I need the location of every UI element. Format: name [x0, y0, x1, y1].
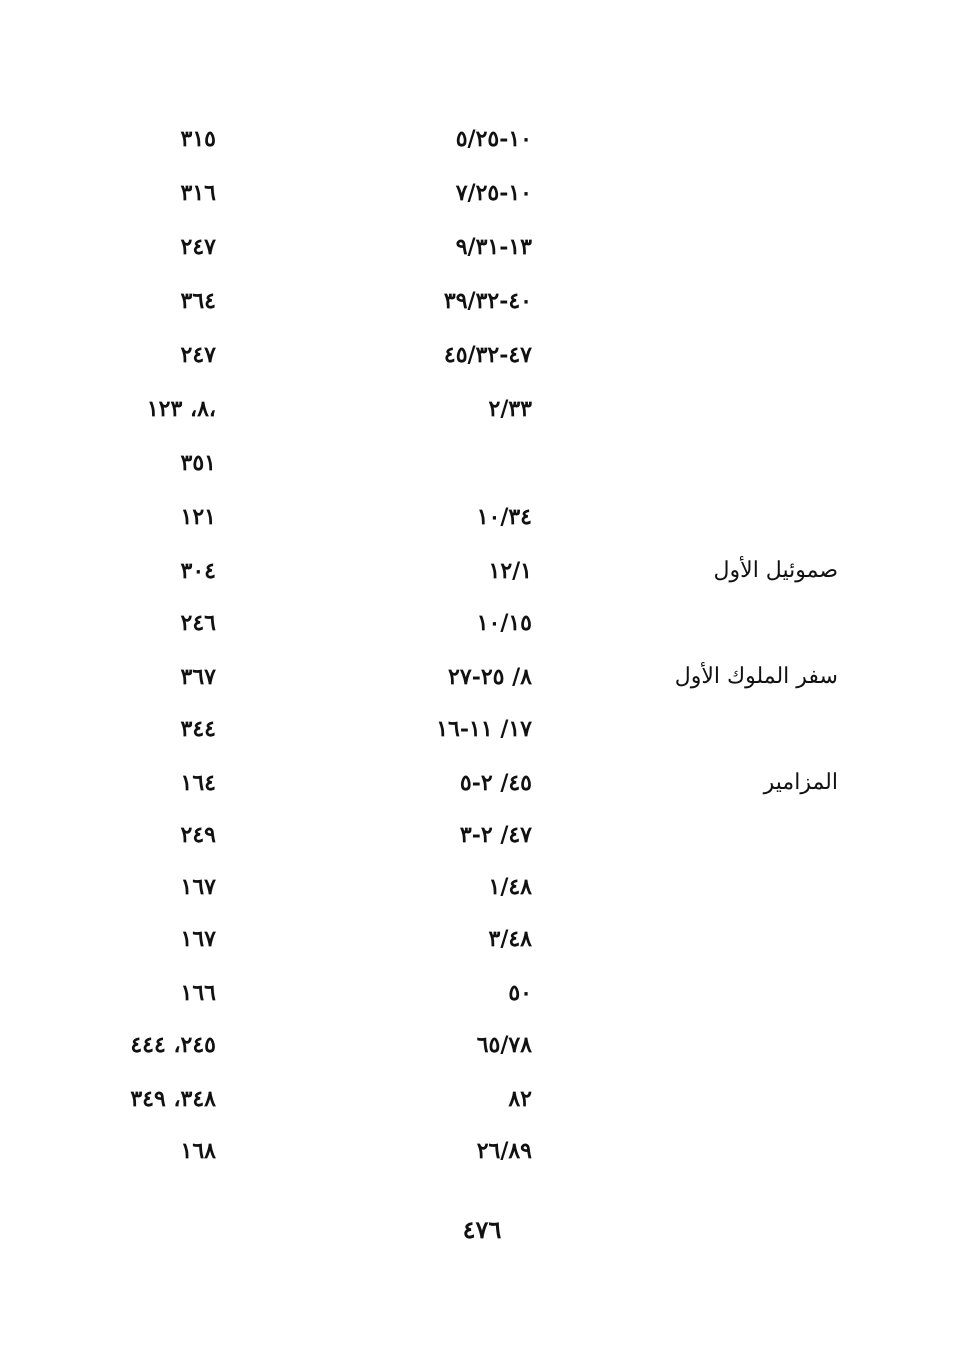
index-row	[0, 490, 964, 544]
index-row	[0, 702, 964, 756]
book-name	[618, 596, 838, 650]
page-references: ١٢١	[180, 504, 216, 530]
verse-reference: ٤٥/ ٢-٥	[459, 770, 532, 796]
index-row	[0, 650, 964, 704]
book-name	[618, 274, 838, 328]
book-name: المزامير	[763, 770, 838, 795]
page-references: ٣١٥	[180, 126, 216, 152]
page-references: ٣٦٧	[180, 664, 216, 690]
book-name	[618, 1072, 838, 1126]
page-references: ٣٥١	[180, 450, 216, 476]
page-references: ٣٤٤	[180, 716, 216, 742]
book-name	[618, 860, 838, 914]
verse-reference: ٤٠-٣٩/٣٢	[443, 288, 532, 314]
book-name: سفر الملوك الأول	[674, 664, 838, 689]
book-name	[618, 966, 838, 1020]
verse-reference: ٢٦/٨٩	[476, 1138, 532, 1164]
verse-reference: ١٠-٧/٢٥	[455, 180, 532, 206]
book-name	[618, 808, 838, 862]
index-row	[0, 274, 964, 328]
page-references: ١٦٤	[180, 770, 216, 796]
page-number: ٤٧٦	[462, 1215, 502, 1244]
verse-reference: ١٠/١٥	[476, 610, 532, 636]
index-row	[0, 860, 964, 914]
index-row	[0, 382, 964, 436]
book-name	[618, 220, 838, 274]
index-row	[0, 756, 964, 810]
page-references: ٢٤٦	[180, 610, 216, 636]
page-references: ١٦٨	[180, 1138, 216, 1164]
book-name	[618, 166, 838, 220]
verse-reference: ٥٠	[508, 980, 532, 1006]
verse-reference: ١٢/١	[488, 558, 532, 584]
index-row	[0, 328, 964, 382]
verse-reference: ١٠-٥/٢٥	[455, 126, 532, 152]
verse-reference: ٨/ ٢٥-٢٧	[448, 664, 532, 690]
verse-reference: ٤٧-٤٥/٣٢	[443, 342, 532, 368]
page-references: ٣٤٨، ٣٤٩	[130, 1086, 216, 1112]
book-name	[618, 112, 838, 166]
page-references: ٢٤٧	[180, 342, 216, 368]
book-name	[618, 912, 838, 966]
verse-reference: ١/٤٨	[488, 874, 532, 900]
page-references: ١٦٧	[180, 926, 216, 952]
index-row	[0, 966, 964, 1020]
index-row	[0, 220, 964, 274]
page-references: ٣١٦	[180, 180, 216, 206]
book-name	[618, 1124, 838, 1178]
index-row	[0, 166, 964, 220]
page-references: ٢٤٥، ٤٤٤	[130, 1032, 216, 1058]
verse-reference: ٣/٤٨	[488, 926, 532, 952]
verse-reference: ٦٥/٧٨	[476, 1032, 532, 1058]
page-references: ١٦٧	[180, 874, 216, 900]
index-row	[0, 808, 964, 862]
book-name	[618, 490, 838, 544]
verse-reference: ١٣-٩/٣١	[455, 234, 532, 260]
page-references: ٣٠٤	[180, 558, 216, 584]
index-row	[0, 912, 964, 966]
page-references: ٢٤٩	[180, 822, 216, 848]
book-name	[618, 328, 838, 382]
verse-reference: ١٠/٣٤	[476, 504, 532, 530]
page-references: ٨، ١٢٣،	[146, 396, 216, 422]
index-row	[0, 1124, 964, 1178]
index-row	[0, 596, 964, 650]
verse-reference: ١٧/ ١١-١٦	[436, 716, 532, 742]
index-row	[0, 1072, 964, 1126]
page-references: ٣٦٤	[180, 288, 216, 314]
page-references: ٢٤٧	[180, 234, 216, 260]
index-row	[0, 112, 964, 166]
book-name	[618, 436, 838, 490]
verse-reference: ٤٧/ ٢-٣	[459, 822, 532, 848]
book-name: صموئيل الأول	[713, 558, 838, 583]
index-row	[0, 436, 964, 490]
page-references: ١٦٦	[180, 980, 216, 1006]
book-name	[618, 1018, 838, 1072]
verse-reference	[332, 436, 532, 490]
verse-reference: ٢/٣٣	[488, 396, 532, 422]
index-row	[0, 1018, 964, 1072]
book-name	[618, 702, 838, 756]
book-name	[618, 382, 838, 436]
verse-reference: ٨٢	[508, 1086, 532, 1112]
index-row	[0, 544, 964, 598]
